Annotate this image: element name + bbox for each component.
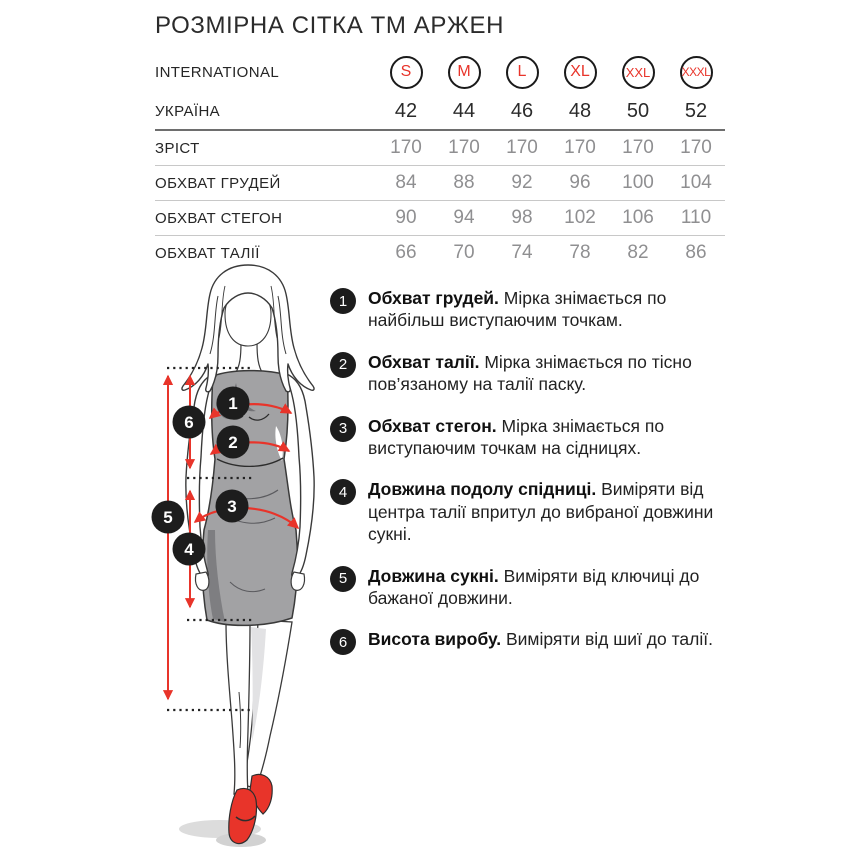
row-value: 92 xyxy=(511,172,533,193)
size-badge-xxl: XXL xyxy=(622,56,655,89)
measure-term: Висота виробу. xyxy=(368,629,502,650)
legs xyxy=(226,620,292,794)
measure-desc: Виміряти від ключиці до бажаної довжини. xyxy=(368,565,700,608)
ukraine-size: 46 xyxy=(510,100,534,122)
table-row-hips xyxy=(155,200,725,235)
measure-desc: Мірка знімається по виступаючим точкам на сідницях. xyxy=(368,415,665,458)
row-value: 94 xyxy=(453,207,475,228)
row-value: 86 xyxy=(685,242,707,263)
list-item-product-height xyxy=(330,628,726,655)
size-badge-xl: XL xyxy=(564,56,597,89)
list-item-dress-length xyxy=(330,565,726,610)
row-value: 66 xyxy=(395,242,417,263)
row-label: ОБХВАТ СТЕГОН xyxy=(155,209,283,227)
row-value: 102 xyxy=(564,207,596,228)
measure-desc: Виміряти від шиї до талії. xyxy=(505,629,713,650)
row-value: 70 xyxy=(453,242,475,263)
row-value: 90 xyxy=(395,207,417,228)
list-item-skirt-length xyxy=(330,478,726,545)
size-badge-s: S xyxy=(390,56,423,89)
size-badge-xxxl: XXXL xyxy=(680,56,713,89)
figure-marker-3: 3 xyxy=(227,496,237,516)
ukraine-size: 52 xyxy=(684,100,708,122)
row-value: 78 xyxy=(569,242,591,263)
measure-term: Довжина подолу спідниці. xyxy=(368,479,597,500)
measure-term: Обхват стегон. xyxy=(368,415,497,436)
row-value: 96 xyxy=(569,172,591,193)
ukraine-label: УКРАЇНА xyxy=(155,103,221,120)
page-title: РОЗМІРНА СІТКА ТМ АРЖЕН xyxy=(155,12,505,39)
row-value: 84 xyxy=(395,172,417,193)
bullet-4: 4 xyxy=(330,479,356,505)
row-value: 170 xyxy=(622,137,654,158)
list-item-bust xyxy=(330,287,726,332)
table-row-ukraine xyxy=(155,94,725,129)
measure-term: Довжина сукні. xyxy=(368,565,499,586)
neck xyxy=(235,342,263,374)
row-value: 100 xyxy=(622,172,654,193)
row-value: 170 xyxy=(448,137,480,158)
row-value: 170 xyxy=(506,137,538,158)
list-item-waist xyxy=(330,351,726,396)
ukraine-size: 42 xyxy=(394,100,418,122)
measurement-figure xyxy=(140,262,340,850)
figure-marker-1: 1 xyxy=(228,393,238,413)
bullet-1: 1 xyxy=(330,288,356,314)
woman-dress-illustration xyxy=(140,262,340,850)
figure-marker-5: 5 xyxy=(163,507,173,527)
size-table xyxy=(155,50,725,270)
measurement-list xyxy=(330,287,726,655)
row-label: ЗРІСТ xyxy=(155,139,200,157)
row-label: ОБХВАТ ГРУДЕЙ xyxy=(155,174,281,192)
measure-term: Обхват талії. xyxy=(368,351,480,372)
row-value: 88 xyxy=(453,172,475,193)
figure-marker-4: 4 xyxy=(184,539,194,559)
row-label: ОБХВАТ ТАЛІЇ xyxy=(155,244,260,262)
table-row-height xyxy=(155,129,725,165)
figure-marker-6: 6 xyxy=(184,412,194,432)
size-badge-l: L xyxy=(506,56,539,89)
row-value: 170 xyxy=(564,137,596,158)
ukraine-size: 44 xyxy=(452,100,476,122)
row-value: 82 xyxy=(627,242,649,263)
measure-term: Обхват грудей. xyxy=(368,288,499,308)
table-row-international xyxy=(155,50,725,94)
bullet-2: 2 xyxy=(330,352,356,378)
row-value: 170 xyxy=(390,137,422,158)
row-value: 106 xyxy=(622,207,654,228)
row-value: 110 xyxy=(680,207,712,228)
international-label: INTERNATIONAL xyxy=(155,63,280,81)
bullet-6: 6 xyxy=(330,629,356,655)
list-item-hips xyxy=(330,415,726,460)
measure-desc: Мірка знімається по найбільш виступаючим точкам. xyxy=(368,288,667,331)
measure-desc: Виміряти від центра талії впритул до вибраної довжини сукні. xyxy=(368,479,714,545)
row-value: 74 xyxy=(511,242,533,263)
bullet-3: 3 xyxy=(330,416,356,442)
measure-desc: Мірка знімається по тісно пов’язаному на талії паску. xyxy=(368,351,692,395)
row-value: 170 xyxy=(680,137,712,158)
ukraine-size: 50 xyxy=(626,100,650,122)
table-row-chest xyxy=(155,165,725,200)
bullet-5: 5 xyxy=(330,566,356,592)
ukraine-size: 48 xyxy=(568,100,592,122)
size-badge-m: M xyxy=(448,56,481,89)
row-value: 104 xyxy=(680,172,712,193)
figure-marker-2: 2 xyxy=(228,432,238,452)
row-value: 98 xyxy=(511,207,533,228)
